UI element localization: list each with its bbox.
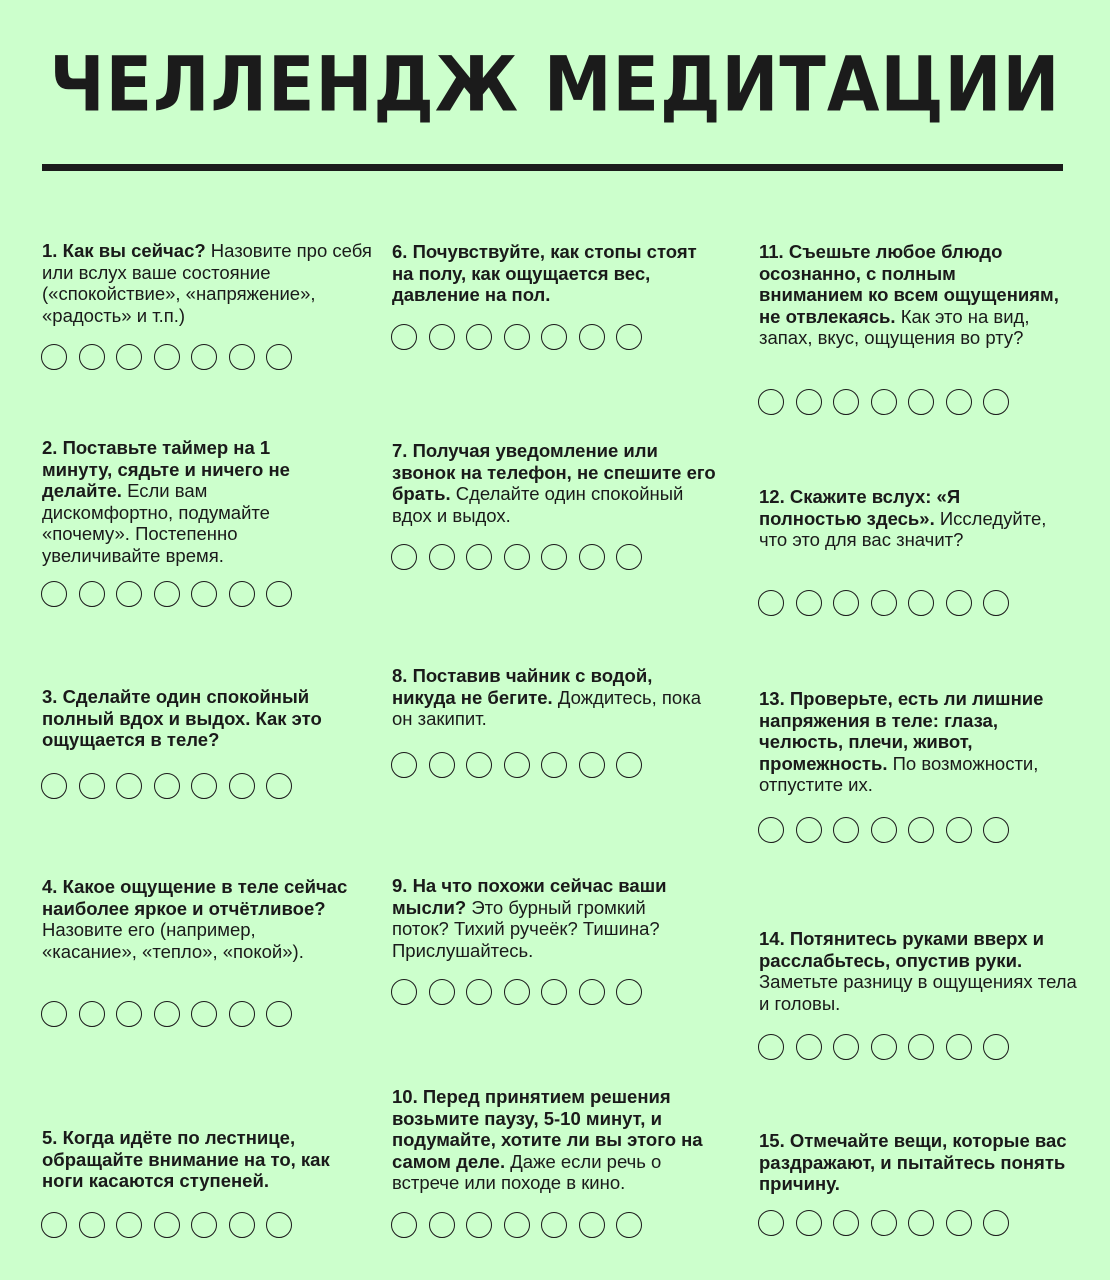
progress-circle[interactable] bbox=[466, 1212, 492, 1238]
task-8-text: Дождитесь, пока он закипит. bbox=[392, 686, 701, 729]
progress-circle[interactable] bbox=[871, 389, 897, 415]
task-12 bbox=[759, 486, 1049, 551]
task-10-title: 10. Перед принятием решения возьмите паузу, 5-10 минут, и подумайте, хотите ли вы этого на самом деле. bbox=[392, 1086, 703, 1172]
task-1-text: Назовите про себя или вслух ваше состояние («спокойствие», «напряжение», «радость» и т.п.) bbox=[42, 240, 372, 326]
progress-circle[interactable] bbox=[541, 544, 567, 570]
progress-circle[interactable] bbox=[41, 344, 67, 370]
task-5-checkboxes bbox=[41, 1212, 292, 1238]
progress-circle[interactable] bbox=[429, 752, 455, 778]
progress-circle[interactable] bbox=[908, 389, 934, 415]
progress-circle[interactable] bbox=[191, 344, 217, 370]
progress-circle[interactable] bbox=[796, 817, 822, 843]
task-5-title: 5. Когда идёте по лестнице, обращайте внимание на то, как ноги касаются ступеней. bbox=[42, 1127, 330, 1191]
progress-circle[interactable] bbox=[504, 1212, 530, 1238]
progress-circle[interactable] bbox=[41, 581, 67, 607]
progress-circle[interactable] bbox=[833, 1034, 859, 1060]
progress-circle[interactable] bbox=[391, 324, 417, 350]
task-10-text: Даже если речь о встрече или походе в кино. bbox=[392, 1150, 662, 1193]
progress-circle[interactable] bbox=[154, 1212, 180, 1238]
progress-circle[interactable] bbox=[541, 752, 567, 778]
progress-circle[interactable] bbox=[579, 979, 605, 1005]
progress-circle[interactable] bbox=[79, 773, 105, 799]
task-4 bbox=[42, 876, 352, 962]
progress-circle[interactable] bbox=[946, 389, 972, 415]
page-title: ЧЕЛЛЕНДЖ МЕДИТАЦИИ bbox=[49, 41, 1061, 130]
progress-circle[interactable] bbox=[154, 344, 180, 370]
task-13-checkboxes bbox=[758, 817, 1009, 843]
progress-circle[interactable] bbox=[983, 1210, 1009, 1236]
progress-circle[interactable] bbox=[833, 1210, 859, 1236]
progress-circle[interactable] bbox=[908, 590, 934, 616]
progress-circle[interactable] bbox=[266, 773, 292, 799]
progress-circle[interactable] bbox=[191, 773, 217, 799]
progress-circle[interactable] bbox=[616, 1212, 642, 1238]
task-9-checkboxes bbox=[391, 979, 642, 1005]
progress-circle[interactable] bbox=[391, 752, 417, 778]
progress-circle[interactable] bbox=[504, 979, 530, 1005]
task-4-text: Назовите его (например, «касание», «тепло», «покой»). bbox=[42, 919, 304, 962]
task-12-title: 12. Скажите вслух: «Я полностью здесь». bbox=[759, 486, 961, 529]
progress-circle[interactable] bbox=[796, 590, 822, 616]
progress-circle[interactable] bbox=[229, 773, 255, 799]
progress-circle[interactable] bbox=[871, 1210, 897, 1236]
progress-circle[interactable] bbox=[579, 1212, 605, 1238]
task-2-title: 2. Поставьте таймер на 1 минуту, сядьте и ничего не делайте. bbox=[42, 437, 290, 501]
progress-circle[interactable] bbox=[579, 544, 605, 570]
progress-circle[interactable] bbox=[579, 324, 605, 350]
progress-circle[interactable] bbox=[466, 324, 492, 350]
progress-circle[interactable] bbox=[796, 389, 822, 415]
progress-circle[interactable] bbox=[116, 1001, 142, 1027]
task-6-checkboxes bbox=[391, 324, 642, 350]
progress-circle[interactable] bbox=[191, 1212, 217, 1238]
progress-circle[interactable] bbox=[616, 544, 642, 570]
progress-circle[interactable] bbox=[154, 773, 180, 799]
progress-circle[interactable] bbox=[758, 1034, 784, 1060]
progress-circle[interactable] bbox=[429, 1212, 455, 1238]
progress-circle[interactable] bbox=[41, 1212, 67, 1238]
progress-circle[interactable] bbox=[796, 1210, 822, 1236]
progress-circle[interactable] bbox=[79, 344, 105, 370]
task-11 bbox=[759, 241, 1059, 349]
task-7-title: 7. Получая уведомление или звонок на телефон, не спешите его брать. bbox=[392, 440, 716, 504]
progress-circle[interactable] bbox=[983, 1034, 1009, 1060]
task-12-text: Исследуйте, что это для вас значит? bbox=[759, 507, 1047, 550]
task-11-title: 11. Съешьте любое блюдо осознанно, с полным вниманием ко всем ощущениям, не отвлекаясь. bbox=[759, 241, 1059, 327]
progress-circle[interactable] bbox=[908, 1034, 934, 1060]
progress-circle[interactable] bbox=[229, 1001, 255, 1027]
progress-circle[interactable] bbox=[429, 979, 455, 1005]
progress-circle[interactable] bbox=[229, 581, 255, 607]
progress-circle[interactable] bbox=[429, 324, 455, 350]
progress-circle[interactable] bbox=[41, 773, 67, 799]
task-13-title: 13. Проверьте, есть ли лишние напряжения в теле: глаза, челюсть, плечи, живот, промежность. bbox=[759, 688, 1044, 774]
task-10-checkboxes bbox=[391, 1212, 642, 1238]
progress-circle[interactable] bbox=[983, 389, 1009, 415]
progress-circle[interactable] bbox=[541, 1212, 567, 1238]
progress-circle[interactable] bbox=[871, 1034, 897, 1060]
progress-circle[interactable] bbox=[79, 1001, 105, 1027]
progress-circle[interactable] bbox=[908, 1210, 934, 1236]
progress-circle[interactable] bbox=[758, 590, 784, 616]
task-11-text: Как это на вид, запах, вкус, ощущения во рту? bbox=[759, 305, 1030, 348]
progress-circle[interactable] bbox=[116, 773, 142, 799]
task-6-title: 6. Почувствуйте, как стопы стоят на полу, как ощущается вес, давление на пол. bbox=[392, 241, 697, 305]
progress-circle[interactable] bbox=[191, 581, 217, 607]
task-7-checkboxes bbox=[391, 544, 642, 570]
task-5 bbox=[42, 1127, 372, 1192]
progress-circle[interactable] bbox=[116, 581, 142, 607]
task-3 bbox=[42, 686, 362, 751]
task-12-checkboxes bbox=[758, 590, 1009, 616]
progress-circle[interactable] bbox=[429, 544, 455, 570]
progress-circle[interactable] bbox=[504, 324, 530, 350]
task-3-title: 3. Сделайте один спокойный полный вдох и выдох. Как это ощущается в теле? bbox=[42, 686, 322, 750]
task-14-title: 14. Потянитесь руками вверх и расслабьтесь, опустив руки. bbox=[759, 928, 1045, 971]
progress-circle[interactable] bbox=[796, 1034, 822, 1060]
task-11-checkboxes bbox=[758, 389, 1009, 415]
task-3-checkboxes bbox=[41, 773, 292, 799]
task-14-text: Заметьте разницу в ощущениях тела и головы. bbox=[759, 971, 1077, 1014]
task-1-checkboxes bbox=[41, 344, 292, 370]
task-2-checkboxes bbox=[41, 581, 292, 607]
progress-circle[interactable] bbox=[391, 544, 417, 570]
task-8 bbox=[392, 665, 702, 730]
progress-circle[interactable] bbox=[908, 817, 934, 843]
progress-circle[interactable] bbox=[266, 581, 292, 607]
progress-circle[interactable] bbox=[946, 1210, 972, 1236]
progress-circle[interactable] bbox=[79, 581, 105, 607]
task-15 bbox=[759, 1130, 1069, 1195]
progress-circle[interactable] bbox=[116, 344, 142, 370]
task-9-title: 9. На что похожи сейчас ваши мысли? bbox=[392, 875, 667, 918]
progress-circle[interactable] bbox=[871, 817, 897, 843]
task-13-text: По возможности, отпустите их. bbox=[759, 752, 1039, 795]
task-2 bbox=[42, 437, 332, 566]
progress-circle[interactable] bbox=[229, 344, 255, 370]
progress-circle[interactable] bbox=[391, 1212, 417, 1238]
task-4-title: 4. Какое ощущение в теле сейчас наиболее яркое и отчётливое? bbox=[42, 876, 348, 919]
task-7 bbox=[392, 440, 722, 526]
progress-circle[interactable] bbox=[229, 1212, 255, 1238]
task-14 bbox=[759, 928, 1079, 1014]
progress-circle[interactable] bbox=[466, 979, 492, 1005]
progress-circle[interactable] bbox=[466, 752, 492, 778]
task-15-title: 15. Отмечайте вещи, которые вас раздражают, и пытайтесь понять причину. bbox=[759, 1130, 1067, 1194]
progress-circle[interactable] bbox=[579, 752, 605, 778]
task-2-text: Если вам дискомфортно, подумайте «почему». Постепенно увеличивайте время. bbox=[42, 480, 270, 566]
progress-circle[interactable] bbox=[833, 389, 859, 415]
progress-circle[interactable] bbox=[191, 1001, 217, 1027]
progress-circle[interactable] bbox=[758, 1210, 784, 1236]
progress-circle[interactable] bbox=[758, 817, 784, 843]
task-9 bbox=[392, 875, 702, 961]
progress-circle[interactable] bbox=[541, 979, 567, 1005]
progress-circle[interactable] bbox=[154, 581, 180, 607]
progress-circle[interactable] bbox=[871, 590, 897, 616]
task-14-checkboxes bbox=[758, 1034, 1009, 1060]
progress-circle[interactable] bbox=[616, 752, 642, 778]
task-1 bbox=[42, 240, 372, 326]
title-divider bbox=[42, 164, 1063, 171]
task-10 bbox=[392, 1086, 717, 1194]
progress-circle[interactable] bbox=[504, 752, 530, 778]
task-8-checkboxes bbox=[391, 752, 642, 778]
progress-circle[interactable] bbox=[79, 1212, 105, 1238]
task-6 bbox=[392, 241, 712, 306]
progress-circle[interactable] bbox=[391, 979, 417, 1005]
progress-circle[interactable] bbox=[466, 544, 492, 570]
progress-circle[interactable] bbox=[616, 979, 642, 1005]
task-13 bbox=[759, 688, 1079, 796]
progress-circle[interactable] bbox=[833, 817, 859, 843]
progress-circle[interactable] bbox=[946, 817, 972, 843]
progress-circle[interactable] bbox=[266, 1212, 292, 1238]
progress-circle[interactable] bbox=[266, 344, 292, 370]
progress-circle[interactable] bbox=[946, 1034, 972, 1060]
task-9-text: Это бурный громкий поток? Тихий ручеёк? Тишина? Прислушайтесь. bbox=[392, 896, 660, 961]
progress-circle[interactable] bbox=[758, 389, 784, 415]
progress-circle[interactable] bbox=[616, 324, 642, 350]
progress-circle[interactable] bbox=[983, 590, 1009, 616]
progress-circle[interactable] bbox=[116, 1212, 142, 1238]
progress-circle[interactable] bbox=[946, 590, 972, 616]
progress-circle[interactable] bbox=[41, 1001, 67, 1027]
task-7-text: Сделайте один спокойный вдох и выдох. bbox=[392, 483, 684, 526]
progress-circle[interactable] bbox=[266, 1001, 292, 1027]
progress-circle[interactable] bbox=[504, 544, 530, 570]
progress-circle[interactable] bbox=[541, 324, 567, 350]
task-15-checkboxes bbox=[758, 1210, 1009, 1236]
progress-circle[interactable] bbox=[154, 1001, 180, 1027]
task-8-title: 8. Поставив чайник с водой, никуда не бегите. bbox=[392, 665, 653, 708]
task-4-checkboxes bbox=[41, 1001, 292, 1027]
progress-circle[interactable] bbox=[833, 590, 859, 616]
progress-circle[interactable] bbox=[983, 817, 1009, 843]
task-1-title: 1. Как вы сейчас? bbox=[42, 240, 206, 261]
